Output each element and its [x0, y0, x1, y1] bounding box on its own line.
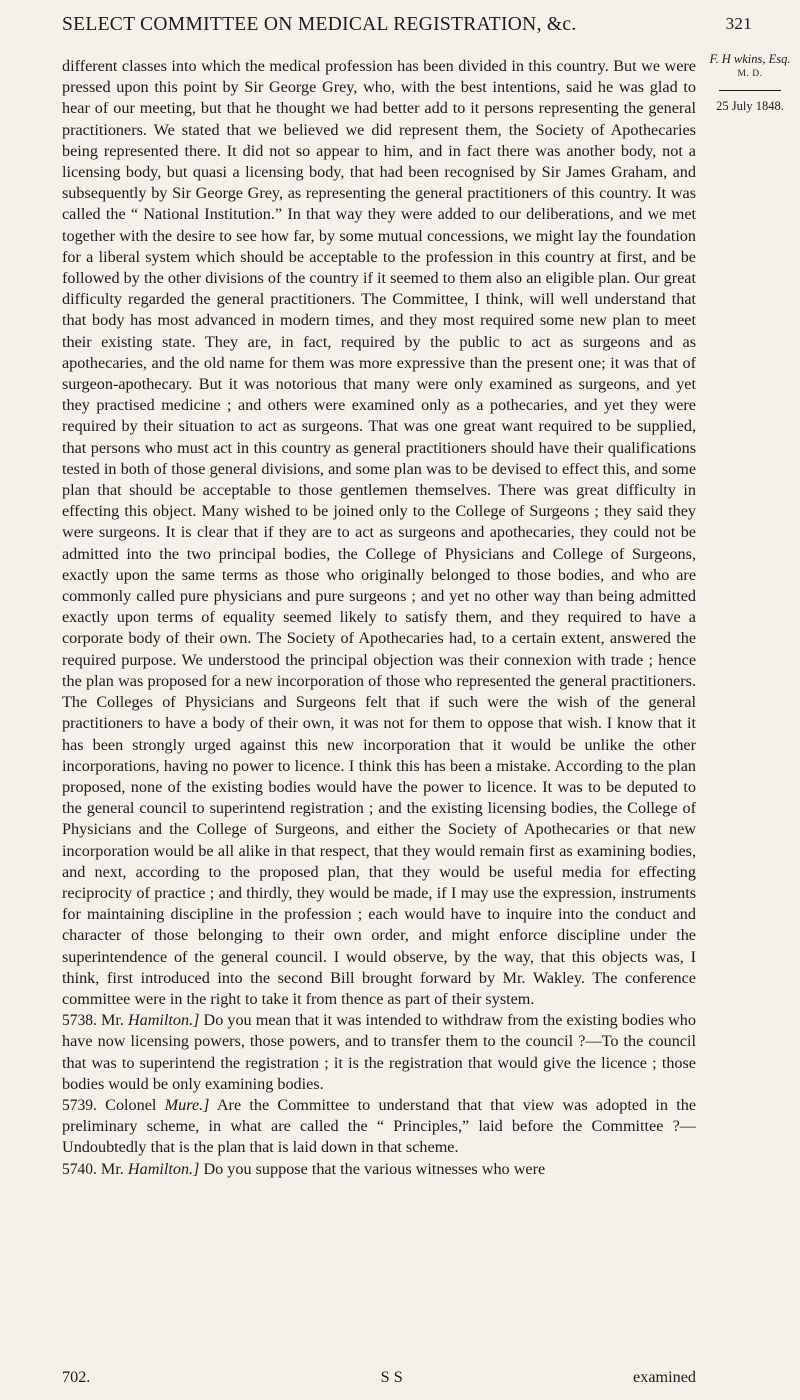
question-5740: [62, 1159, 696, 1180]
footer-number: 702.: [62, 1368, 91, 1386]
witness-name: F. H wkins, Esq.: [709, 52, 791, 66]
margin-rule: [719, 90, 781, 91]
question-5739: [62, 1095, 696, 1159]
catchword: examined: [633, 1368, 696, 1386]
speaker-name: Mure.]: [164, 1095, 210, 1114]
question-text: Do you suppose that the various witnesses who were: [203, 1159, 546, 1178]
question-5738: [62, 1010, 696, 1095]
signature-mark: S S: [380, 1368, 403, 1386]
question-text: Are the Committee to understand that that view was adopted in the preliminary scheme, in what are called the “ Principles,” laid before the Committee ?—Undoubtedly that is the plan that is laid down in that scheme.: [62, 1095, 697, 1157]
speaker-name: Hamilton.]: [127, 1159, 200, 1178]
running-header: [62, 14, 752, 36]
page-number: 321: [725, 14, 752, 33]
speaker-prefix: Mr.: [100, 1159, 124, 1178]
speaker-prefix: Mr.: [100, 1011, 124, 1030]
witness-degree: M. D.: [737, 69, 763, 79]
question-text: Do you mean that it was intended to withdraw from the existing bodies who have now licensing powers, those powers, and to transfer them to the council ?—To the council that was to superintend the registration ; it is the registration that would give the licence ; those bodies would be only examining bodies.: [62, 1011, 696, 1093]
question-number: 5738.: [62, 1012, 97, 1030]
paragraph-continued: different classes into which the medical profession has been divided in this country. But we were pressed upon this point by Sir George Grey, who, with the best intentions, said he was glad to hear of our meeting, but that he thought we had better add to it persons representing the general practitioners. We stated that we believed we did represent them, the Society of Apothecaries being represented there. It did not so appear to him, and in fact there was another body, not a licensing body, but quasi a licensing body, that had been recognised by Sir James Graham, and subsequently by Sir George Grey, as representing the general practitioners of this country. It was called the “ National Institution.” In that way they were added to our deliberations, and we met together with the desire to see how far, by some mutual concessions, we might lay the foundation for a liberal system which should be acceptable to the profession in this country at first, and be followed by the other divisions of the country if it seemed to them also an eligible plan. Our great difficulty regarded the general practitioners. The Committee, I think, will well understand that that body has most advanced in modern times, and they most required some new plan to meet their existing state. They are, in fact, required by the public to act as surgeons and as apothecaries, and the old name for them was more expressive than the present one; it was that of surgeon-apothecary. But it was notorious that many were only examined as surgeons, and yet they practised medicine ; and others were examined only as a pothecaries, and yet they were required by their situation to act as surgeons. That was one great want required to be supplied, that persons who must act in this country as general practitioners should have their qualifications tested in both of those general divisions, and some plan was to be devised to effect this, and some plan that should be acceptable to those gentlemen themselves. There was great difficulty in effecting this object. Many wished to be joined only to the College of Surgeons ; they said they were surgeons. It is clear that if they are to act as surgeons and apothecaries, they could not be admitted into the two principal bodies, the College of Physicians and College of Surgeons, exactly upon the same terms as those who originally belonged to those bodies, and who are commonly called pure physicians and pure surgeons ; and yet no other way than being admitted exactly upon terms of equality seemed likely to satisfy them, and they required to have a corporate body of their own. The Society of Apothecaries had, to a certain extent, answered the required purpose. We understood the principal objection was their connexion with trade ; hence the plan was proposed for a new incorporation of those who represented the general practitioners. The Colleges of Physicians and Surgeons felt that if such were the wish of the general practitioners to have a body of their own, it was not for them to oppose that wish. I know that it has been strongly urged against this new incorporation that it would be unlike the other incorporations, having no power to licence. I think this has been a mistake. According to the plan proposed, none of the existing bodies would have the power to licence. It was to be deputed to the general council to superintend registration ; and the existing licensing bodies, the College of Physicians and the College of Surgeons, and either the Society of Apothecaries or that new incorporation would be all alike in that respect, that they would remain first as examining bodies, and next, according to the proposed plan, that they would be useful media for effecting reciprocity of practice ; and thirdly, they would be made, if I may use the expression, instruments for maintaining discipline in the profession ; each would have to inquire into the conduct and character of those belonging to their own order, and might enforce discipline under the superintendence of the general council. I would observe, by the way, that this objects was, I think, first introduced into the second Bill brought forward by Mr. Wakley. The conference committee were in the right to take it from thence as part of their system.: [62, 57, 696, 1008]
margin-note: [704, 52, 796, 114]
question-number: 5739.: [62, 1096, 97, 1114]
speaker-name: Hamilton.]: [127, 1011, 200, 1030]
testimony-date: 25 July 1848.: [716, 99, 784, 113]
page-footer: [62, 1368, 696, 1387]
question-number: 5740.: [62, 1160, 97, 1178]
running-title: SELECT COMMITTEE ON MEDICAL REGISTRATION, &c.: [62, 14, 577, 35]
speaker-prefix: Colonel: [105, 1095, 157, 1114]
body-text: [62, 56, 696, 1180]
